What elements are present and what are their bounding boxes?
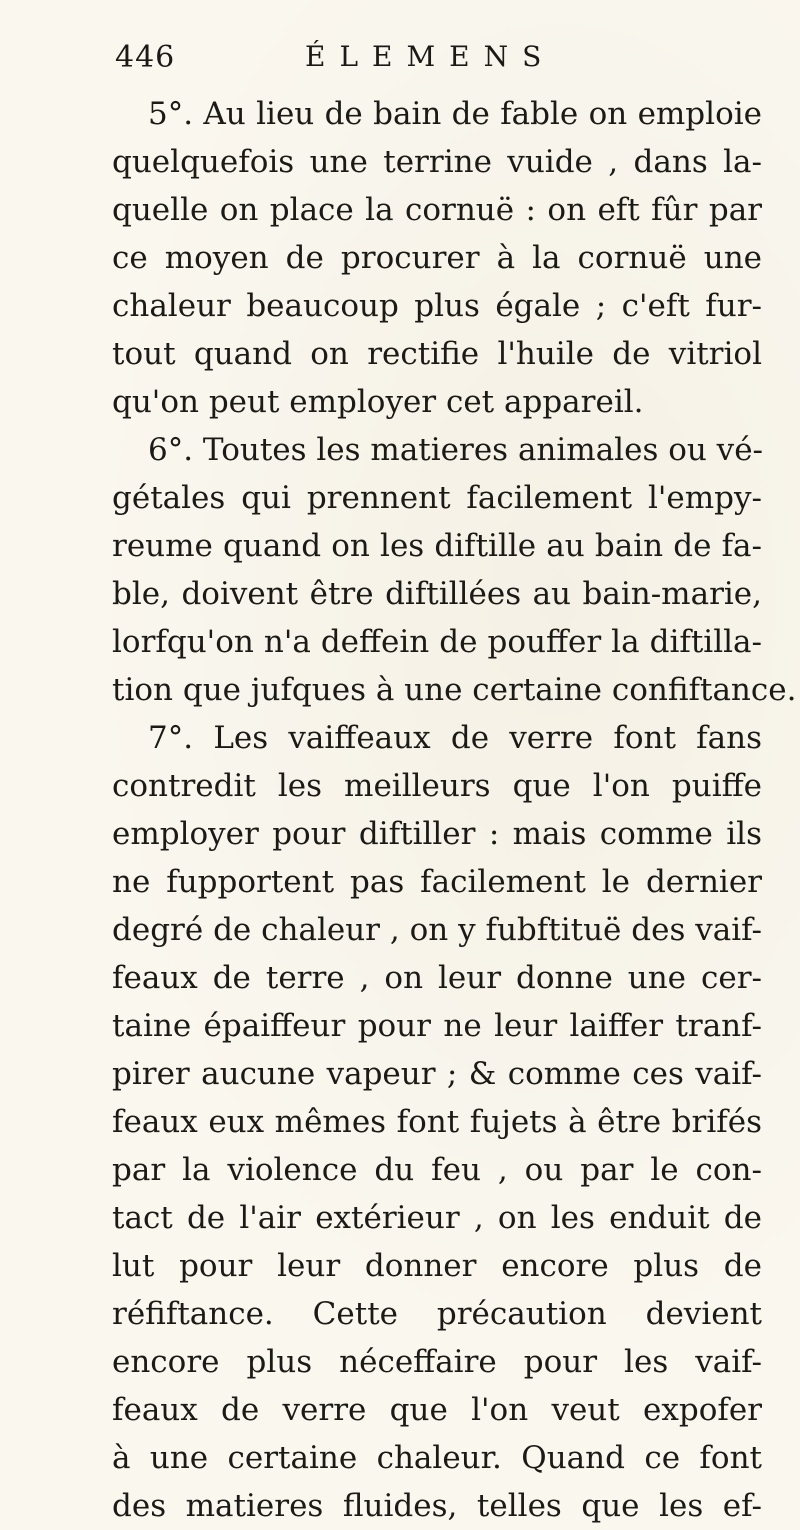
text-line: lut pour leur donner encore plus de (112, 1248, 762, 1284)
text-line: feaux de terre , on leur donne une cer- (112, 960, 762, 996)
text-line: ce moyen de procurer à la cornuë une (112, 240, 762, 276)
text-line: tout quand on rectifie l'huile de vitriol (112, 336, 762, 372)
text-line: taine épaiffeur pour ne leur laiffer tranf- (112, 1008, 762, 1044)
paragraph-7-line: 7°. Les vaiffeaux de verre font fans (148, 720, 762, 756)
text-line: quelle on place la cornuë : on eft fûr par (112, 192, 762, 228)
text-line: tact de l'air extérieur , on les enduit de (112, 1200, 762, 1236)
paragraph-5-line: 5°. Au lieu de bain de fable on emploie (148, 96, 762, 132)
body-text (112, 90, 797, 1530)
text-line: par la violence du feu , ou par le con- (112, 1152, 762, 1188)
text-line: feaux eux mêmes font fujets à être brifés (112, 1104, 762, 1140)
text-line: contredit les meilleurs que l'on puiffe (112, 768, 762, 804)
text-line: degré de chaleur , on y fubftituë des vaif- (112, 912, 762, 948)
text-line: encore plus néceffaire pour les vaif- (112, 1344, 762, 1380)
text-line: des matieres fluides, telles que les ef- (112, 1488, 762, 1524)
page-number: 446 (115, 40, 176, 75)
text-line: pirer aucune vapeur ; & comme ces vaif- (112, 1056, 762, 1092)
text-line: chaleur beaucoup plus égale ; c'eft fur- (112, 288, 762, 324)
text-line: tion que jufques à une certaine confiftance. (112, 672, 797, 708)
text-line: gétales qui prennent facilement l'empy- (112, 480, 762, 516)
text-line: reume quand on les diftille au bain de fa- (112, 528, 762, 564)
text-line: lorfqu'on n'a deffein de pouffer la diftilla- (112, 624, 762, 660)
text-line: ne fupportent pas facilement le dernier (112, 864, 762, 900)
page-header (115, 40, 585, 90)
text-line: ble, doivent être diftillées au bain-marie, (112, 576, 762, 612)
text-line: feaux de verre que l'on veut expofer (112, 1392, 762, 1428)
text-line: qu'on peut employer cet appareil. (112, 384, 644, 420)
text-line: réfiftance. Cette précaution devient (112, 1296, 762, 1332)
text-line: quelquefois une terrine vuide , dans la- (112, 144, 762, 180)
running-head: ÉLEMENS (305, 40, 556, 73)
text-line: à une certaine chaleur. Quand ce font (112, 1440, 762, 1476)
text-line: employer pour diftiller : mais comme ils (112, 816, 762, 852)
paragraph-6-line: 6°. Toutes les matieres animales ou vé- (148, 432, 764, 468)
